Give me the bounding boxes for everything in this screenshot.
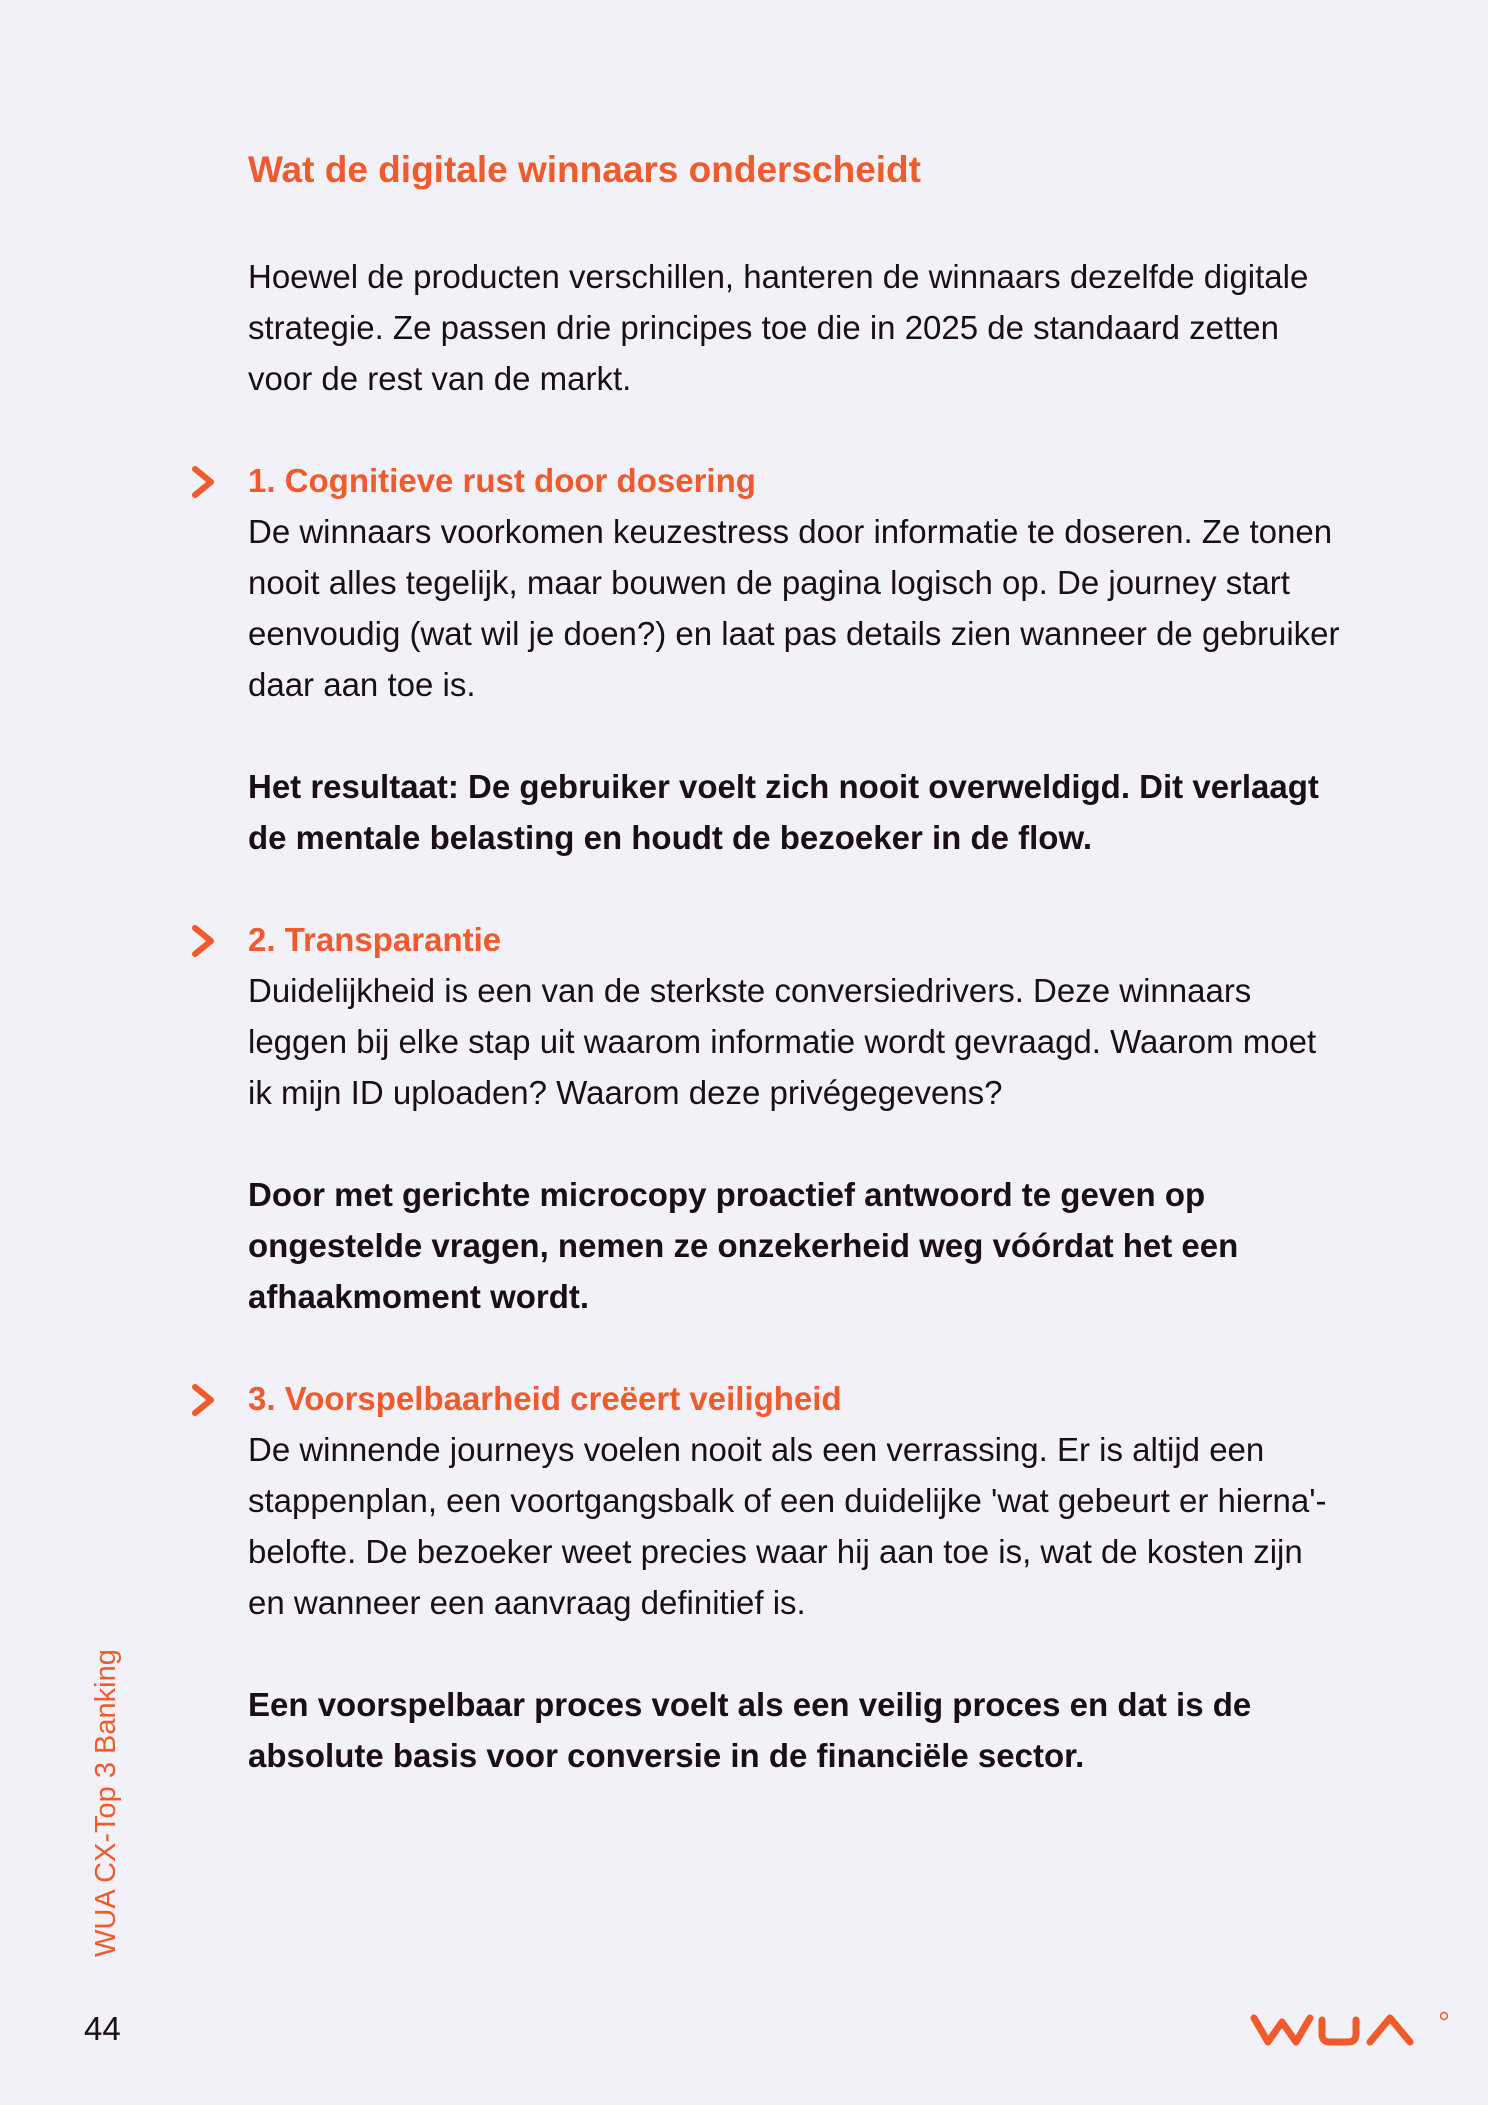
principle-body: Duidelijkheid is een van de sterkste conversiedrivers. Deze winnaars leggen bij elke stap uit waarom informatie wordt gevraagd. Waarom moet ik mijn ID uploaden? Waarom deze privégegevens?: [248, 972, 1317, 1111]
principle-section-2: [248, 914, 1348, 1322]
principle-emphasis: Door met gerichte microcopy proactief antwoord te geven op ongestelde vragen, nemen ze onzekerheid weg vóórdat het een afhaakmoment wordt.: [248, 1176, 1239, 1315]
page-number: 44: [84, 2010, 121, 2047]
page-heading: Wat de digitale winnaars onderscheidt: [248, 149, 921, 190]
chevron-right-icon: [190, 925, 218, 957]
intro-paragraph: Hoewel de producten verschillen, hanteren de winnaars dezelfde digitale strategie. Ze passen drie principes toe die in 2025 de standaard zetten voor de rest van de markt.: [248, 258, 1309, 397]
chevron-right-icon: [190, 1384, 218, 1416]
principle-body: De winnaars voorkomen keuzestress door informatie te doseren. Ze tonen nooit alles tegelijk, maar bouwen de pagina logisch op. De journey start eenvoudig (wat wil je doen?) en laat pas details zien wanneer de gebruiker daar aan toe is.: [248, 513, 1340, 703]
principle-section-3: [248, 1373, 1348, 1781]
wua-logo: [1250, 2010, 1450, 2050]
principle-body: De winnende journeys voelen nooit als een verrassing. Er is altijd een stappenplan, een voortgangsbalk of een duidelijke 'wat gebeurt er hierna'-belofte. De bezoeker weet precies waar hij aan toe is, wat de kosten zijn en wanneer een aanvraag definitief is.: [248, 1431, 1327, 1621]
principle-title: 1. Cognitieve rust door dosering: [248, 462, 756, 499]
principle-title: 3. Voorspelbaarheid creëert veiligheid: [248, 1380, 842, 1417]
chevron-right-icon: [190, 466, 218, 498]
side-label: WUA CX-Top 3 Banking: [90, 1649, 122, 1957]
main-content: [248, 145, 1348, 1781]
principle-emphasis: Het resultaat: De gebruiker voelt zich nooit overweldigd. Dit verlaagt de mentale belasting en houdt de bezoeker in de flow.: [248, 768, 1319, 856]
principle-emphasis: Een voorspelbaar proces voelt als een veilig proces en dat is de absolute basis voor conversie in de financiële sector.: [248, 1686, 1252, 1774]
principle-section-1: [248, 455, 1348, 863]
principle-title: 2. Transparantie: [248, 921, 502, 958]
